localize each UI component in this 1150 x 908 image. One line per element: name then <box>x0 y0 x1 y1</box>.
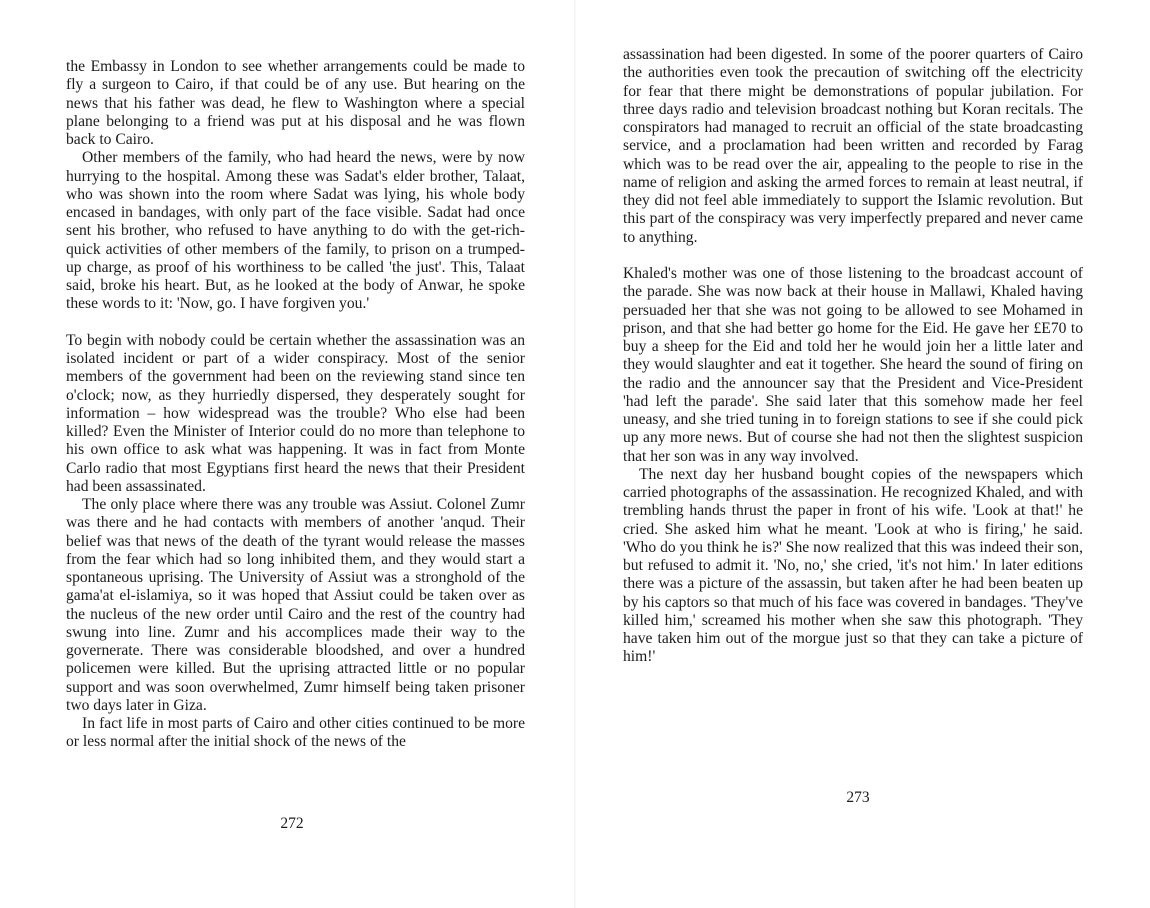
right-text-column <box>623 46 1083 667</box>
paragraph: Khaled's mother was one of those listening to the broadcast account of the parade. She was now back at their house in Mallawi, Khaled having persuaded her that she was not going to be allowed to see Mohamed in prison, and that she had better go home for the Eid. He gave her £E70 to buy a sheep for the Eid and told her he would join her a little later and they would slaughter and eat it together. She heard the sound of firing on the radio and the announcer say that the President and Vice-President 'had left the parade'. She said later that this somehow made her feel uneasy, and she tried tuning in to foreign stations to see if she could pick up any more news. But of course she had not then the slightest suspicion that her son was in any way involved. <box>623 265 1083 465</box>
paragraph: assassination had been digested. In some of the poorer quarters of Cairo the authorities even took the precaution of switching off the electricity for fear that there might be demonstrations of popular jubilation. For three days radio and television broadcast nothing but Koran recitals. The conspirators had managed to recruit an official of the state broadcasting service, and a proclamation had been written and recorded by Farag which was to be read over the air, appealing to the people to rise in the name of religion and asking the armed forces to remain at least neutral, if they did not feel able immediately to support the Islamic revolution. But this part of the conspiracy was very imperfectly prepared and never came to anything. <box>623 46 1083 246</box>
page-number: 272 <box>280 815 304 832</box>
page-number: 273 <box>846 789 870 806</box>
left-text-column <box>66 58 525 752</box>
paragraph: The next day her husband bought copies of the newspapers which carried photographs of the assassination. He recognized Khaled, and with trembling hands thrust the paper in front of his wife. 'Look at that!' he cried. She asked him what he meant. 'Look at who is firing,' he said. 'Who do you think he is?' She now realized that this was indeed their son, but refused to admit it. 'No, no,' she cried, 'it's not him.' In later editions there was a picture of the assassin, but taken after he had been beaten up by his captors so that much of his face was covered in bandages. 'They've killed him,' screamed his mother when she saw this photograph. 'They have taken him out of the morgue just so that they can take a picture of him!' <box>623 465 1083 666</box>
paragraph: The only place where there was any trouble was Assiut. Colonel Zumr was there and he had contacts with members of another 'anqud. Their belief was that news of the death of the tyrant would release the masses from the fear which had so long inhibited them, and they would start a spontaneous uprising. The University of Assiut was a stronghold of the gama'at el-islamiya, so it was hoped that Assiut could be taken over as the nucleus of the new order until Cairo and the rest of the country had swung into line. Zumr and his accomplices made their way to the governerate. There was considerable bloodshed, and over a hundred policemen were killed. But the uprising attracted little or no popular support and was soon overwhelmed, Zumr himself being taken prisoner two days later in Giza. <box>66 496 525 714</box>
paragraph: In fact life in most parts of Cairo and other cities continued to be more or less normal after the initial shock of the news of the <box>66 715 525 751</box>
paragraph: Other members of the family, who had heard the news, were by now hurrying to the hospital. Among these was Sadat's elder brother, Talaat, who was shown into the room where Sadat was lying, his whole body encased in bandages, with only part of the face visible. Sadat had once sent his brother, who refused to have anything to do with the get-rich-quick activities of other members of the family, to prison on a trumped-up charge, as proof of his worthiness to be called 'the just'. This, Talaat said, broke his heart. But, as he looked at the body of Anwar, he spoke these words to it: 'Now, go. I have forgiven you.' <box>66 149 525 313</box>
paragraph: To begin with nobody could be certain whether the assassination was an isolated incident or part of a wider conspiracy. Most of the senior members of the government had been on the reviewing stand since ten o'clock; now, as they hurriedly dispersed, they desperately sought for information – how widespread was the trouble? Who else had been killed? Even the Minister of Interior could do no more than telephone to his own office to ask what was happening. It was in fact from Monte Carlo radio that most Egyptians first heard the news that their President had been assassinated. <box>66 331 525 495</box>
right-page <box>575 0 1150 908</box>
paragraph: the Embassy in London to see whether arrangements could be made to fly a surgeon to Cairo, if that could be of any use. But hearing on the news that his father was dead, he flew to Washington where a special plane belonging to a friend was put at his disposal and he was flown back to Cairo. <box>66 58 525 148</box>
